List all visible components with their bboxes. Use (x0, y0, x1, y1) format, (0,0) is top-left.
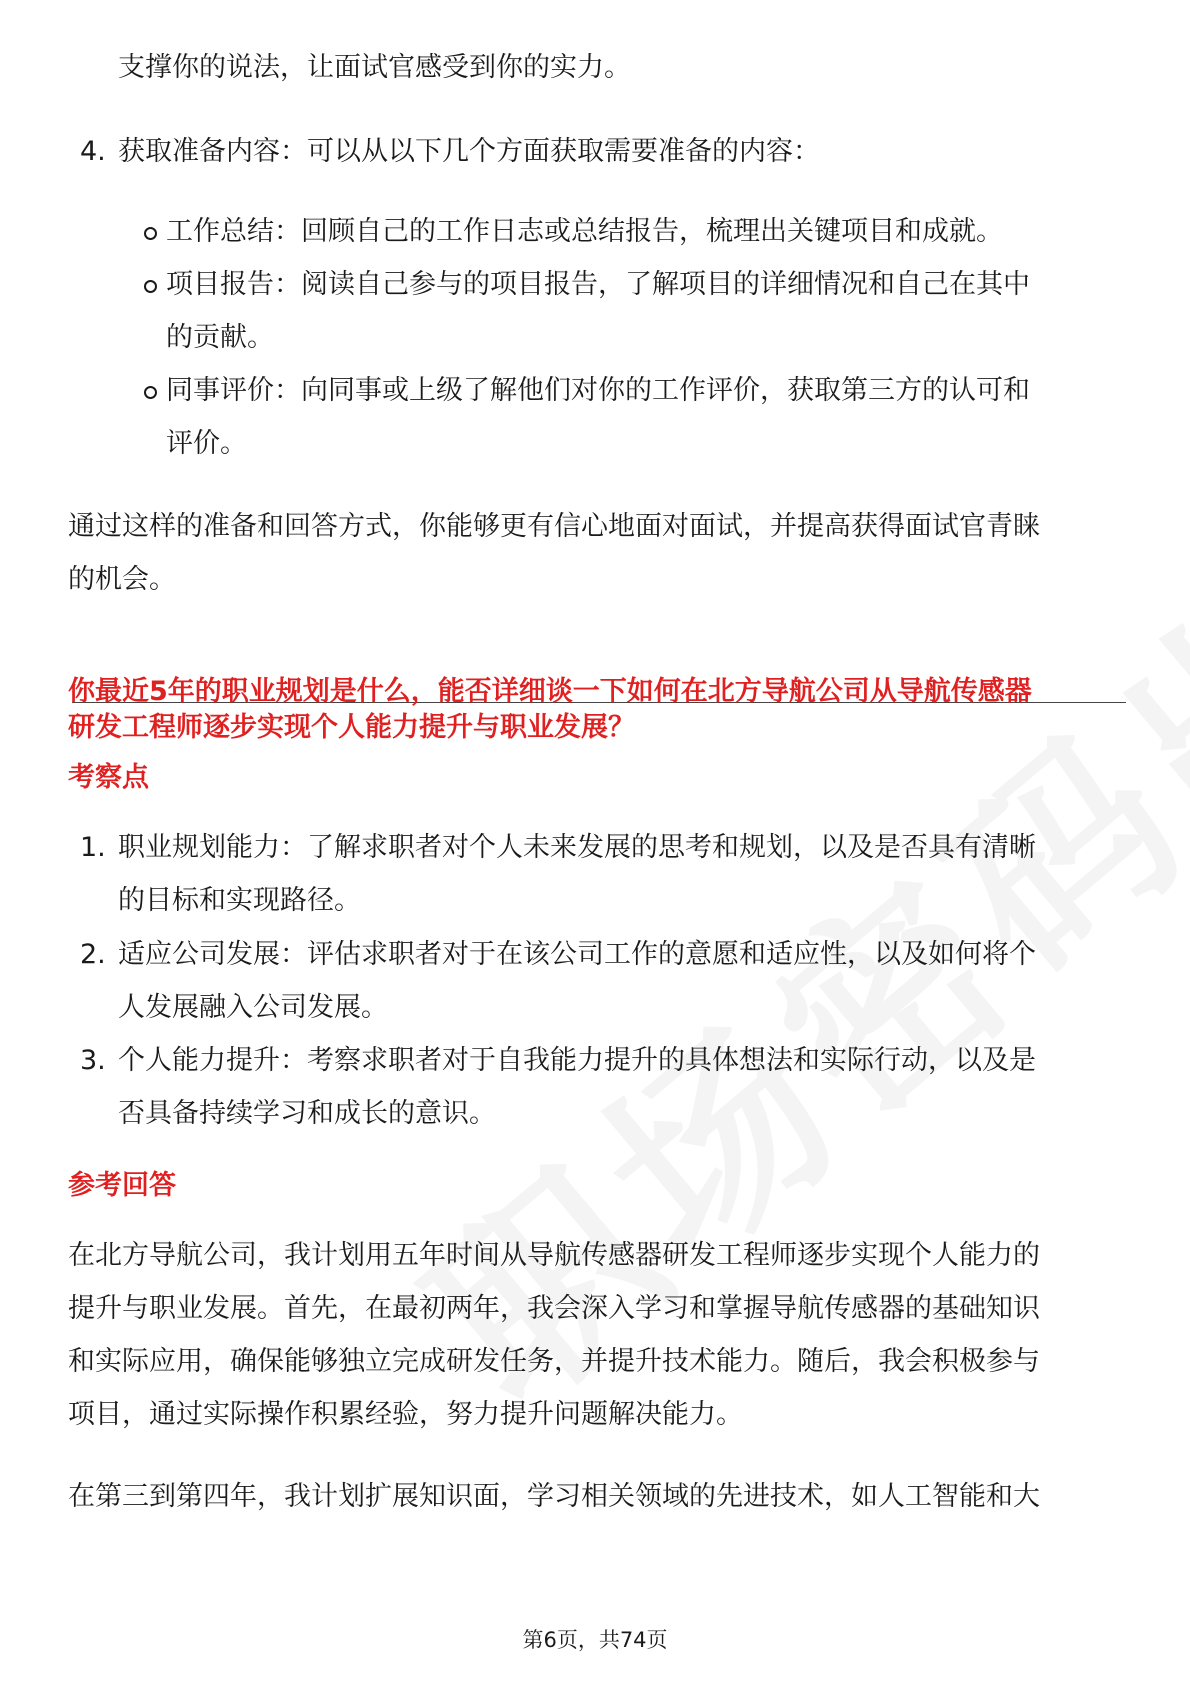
list-number: 2. (80, 939, 106, 970)
answer-text: 和实际应用，确保能够独立完成研发任务，并提升技术能力。随后，我会积极参与 (68, 1346, 1040, 1377)
question-title: 你最近5年的职业规划是什么，能否详细谈一下如何在北方导航公司从导航传感器 (68, 676, 1032, 707)
answer-text: 提升与职业发展。首先，在最初两年，我会深入学习和掌握导航传感器的基础知识 (68, 1293, 1040, 1324)
point-text: 职业规划能力：了解求职者对个人未来发展的思考和规划，以及是否具有清晰 (118, 832, 1036, 863)
conclusion-text: 通过这样的准备和回答方式，你能够更有信心地面对面试，并提高获得面试官青睐 (68, 511, 1040, 542)
bullet-icon (144, 280, 157, 293)
continuation-text: 支撑你的说法，让面试官感受到你的实力。 (118, 52, 631, 83)
point-text: 的目标和实现路径。 (118, 885, 361, 916)
list-number: 4. (80, 136, 106, 167)
section-heading-points: 考察点 (68, 762, 149, 793)
point-text: 人发展融入公司发展。 (118, 992, 388, 1023)
answer-text: 在第三到第四年，我计划扩展知识面，学习相关领域的先进技术，如人工智能和大 (68, 1481, 1040, 1512)
sub-item-text: 同事评价：向同事或上级了解他们对你的工作评价，获取第三方的认可和 (166, 375, 1030, 406)
point-text: 个人能力提升：考察求职者对于自我能力提升的具体想法和实际行动，以及是 (118, 1045, 1036, 1076)
page-footer: 第6页，共74页 (522, 1628, 668, 1652)
answer-text: 项目，通过实际操作积累经验，努力提升问题解决能力。 (68, 1399, 743, 1430)
sub-item-text: 工作总结：回顾自己的工作日志或总结报告，梳理出关键项目和成就。 (166, 216, 1003, 247)
sub-item-text: 项目报告：阅读自己参与的项目报告，了解项目的详细情况和自己在其中 (166, 269, 1030, 300)
answer-text: 在北方导航公司，我计划用五年时间从导航传感器研发工程师逐步实现个人能力的 (68, 1240, 1040, 1271)
list-number: 1. (80, 832, 106, 863)
question-title: 研发工程师逐步实现个人能力提升与职业发展？ (68, 712, 635, 743)
bullet-icon (144, 227, 157, 240)
sub-item-text: 评价。 (166, 428, 247, 459)
sub-item-text: 的贡献。 (166, 322, 274, 353)
bullet-icon (144, 386, 157, 399)
point-text: 否具备持续学习和成长的意识。 (118, 1098, 496, 1129)
list-item-text: 获取准备内容：可以从以下几个方面获取需要准备的内容： (118, 136, 820, 167)
list-number: 3. (80, 1045, 106, 1076)
conclusion-text: 的机会。 (68, 564, 176, 595)
section-heading-answer: 参考回答 (68, 1170, 176, 1201)
point-text: 适应公司发展：评估求职者对于在该公司工作的意愿和适应性，以及如何将个 (118, 939, 1036, 970)
